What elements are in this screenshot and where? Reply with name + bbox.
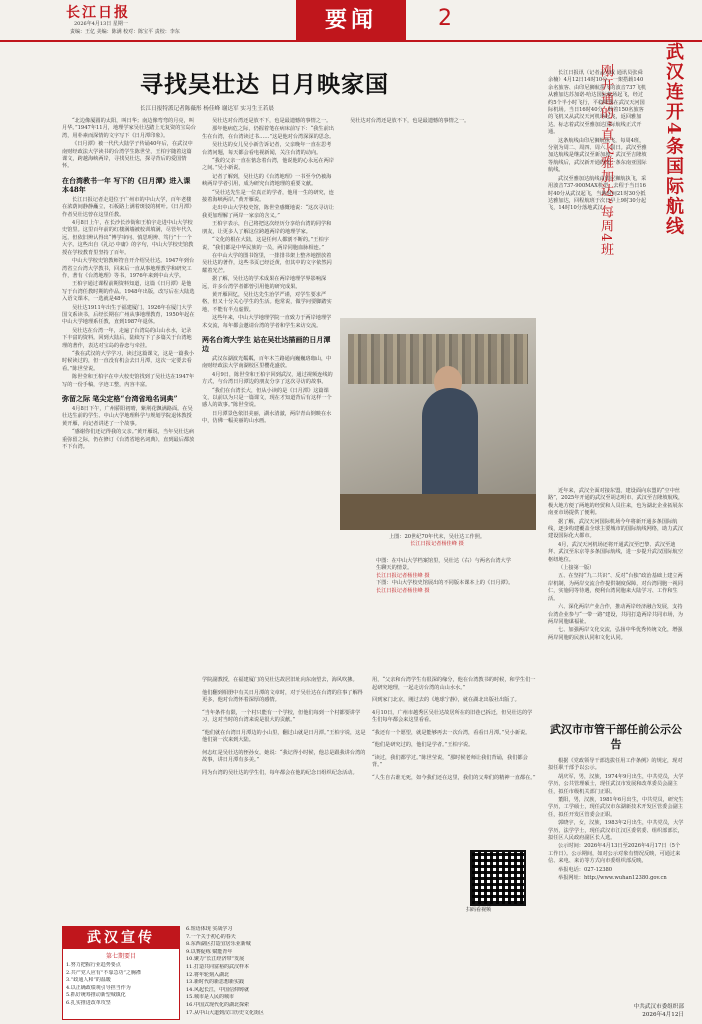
paragraph: “他们是研究过的，他们是学者。”王柏宇说。 xyxy=(372,742,474,749)
paragraph: 在中山大学的图书馆里，一排排书架上整齐地摆放着吴壮达的著作，这些书页已经泛黄，但其中的文字依然闪耀着光芒。 xyxy=(202,252,332,274)
photo-caption xyxy=(362,534,512,549)
side-article-body-continued xyxy=(548,488,684,643)
main-article-bottom-left xyxy=(202,672,366,788)
toc-item[interactable]: 6.扎实推进改革攻坚 xyxy=(66,999,111,1006)
caption-line: 上图：20世纪70年代末，吴壮达工作照。 xyxy=(388,534,486,540)
main-article-column-1 xyxy=(62,118,196,452)
toc-item[interactable]: 16.中国式现代化的湖北探索 xyxy=(186,1001,249,1008)
footer-toc-right xyxy=(186,926,536,1017)
caption-line: 下图：中山大学校史馆展出的不同版本课本上的《日月潭》。 xyxy=(376,580,514,587)
photo-credit: 长江日报记者杨佳峰 摄 xyxy=(376,572,430,579)
paragraph: “我的父亲一直在惦念着台湾，他说他的心永远在两岸之间。”吴小新说。 xyxy=(202,158,334,172)
paragraph: 日月潭景色依旧美丽，湖水清澈，两岸青山倒映在水中，仿佛一幅美丽的山水画。 xyxy=(202,410,332,425)
main-headline: 寻找吴壮达 日月映家国 xyxy=(140,71,390,98)
paragraph: 郭晓宇，女，汉族，1983年2月出生，中共党员，大学学历，法学学士，现任武汉市江汉区委常委、组织部部长，拟任区人民政府副区长人选。 xyxy=(548,820,684,842)
paragraph: 黄开雁回忆，吴壮达先生治学严谨，对学生要求严格，但又十分关心学生的生活。他常说，做学问要脚踏实地，不能有半点虚假。 xyxy=(202,291,332,313)
toc-item[interactable]: 15.城市是人民的城市 xyxy=(186,994,234,1001)
paragraph: 吴壮达对台湾还是放不下，也是最遗憾的事情之一。 xyxy=(212,118,332,124)
toc-item[interactable]: 8.东西湖区打造宜居乐业新城 xyxy=(186,941,251,948)
main-article-column-2 xyxy=(202,118,336,427)
notice-body xyxy=(548,758,684,884)
paragraph: 吴壮达1911年出生于福建厦门，1926年在厦门大学国文系读书，后经长期在广州从事地理教育，1950年起在中山大学地理系任教，直到1987年退休。 xyxy=(62,304,195,326)
toc-item[interactable]: 9.以赛促练 赋能青年 xyxy=(186,948,233,955)
paragraph: 根据《党政领导干部选拔任用工作条例》的规定，现对拟任职干部予以公示。 xyxy=(548,758,683,772)
qr-code-icon[interactable] xyxy=(470,850,526,906)
main-photo xyxy=(340,318,536,530)
desk-graphic xyxy=(340,494,536,530)
paragraph: “我还有一个愿望，就是能够再去一次台湾，看看日月潭。”吴小新说。 xyxy=(372,729,531,736)
paragraph: 吴壮达在台湾一年，走遍了台湾岛的山山水水，记录下丰富的资料。回到大陆后，陆续写下了多篇关于台湾地理的著作，表达对宝岛的眷恋与牵挂。 xyxy=(62,327,192,349)
paragraph: 吴壮达的女儿吴小新告诉记者，父亲晚年一直在思考台湾问题，每天都会看电视新闻，关注台湾的动向。 xyxy=(202,142,332,156)
paragraph: 他们翻到相册中有关日月潭的文章时，对于吴壮达在台湾的往事了解得更多，他对台湾怀着深厚的感情。 xyxy=(202,689,363,704)
section-title: 要闻 xyxy=(296,0,406,40)
paragraph: 陈世莹和王柏宇在中大校史馆找到了吴壮达在1947年写的一份手稿，字迹工整，内容丰富。 xyxy=(62,374,195,388)
continued-label: （上接第一版） xyxy=(558,565,595,572)
paragraph: 董阳，男，汉族，1981年6月出生，中共党员，研究生学历，工学硕士，现任武汉市东湖新技术开发区管委会副主任，拟任开发区管委会正职。 xyxy=(548,797,684,818)
caption-line: 中图：在中山大学档案馆里，吴壮达（右）与两名台湾大学生聊天的情景。 xyxy=(376,558,511,572)
main-byline: 长江日报特派记者陈薇彤 杨佳峰 谢达军 实习生王若晨 xyxy=(140,106,274,112)
issue-date: 2026年4月13日 星期一 xyxy=(74,21,128,27)
small-caption-block xyxy=(376,558,516,668)
toc-item[interactable]: 14.风起长江，中国信仰铸就 xyxy=(186,986,249,993)
paragraph: “吴壮达先生是一位真正的学者，他用一生的研究，连接着海峡两岸。”黄开雁说。 xyxy=(202,189,334,204)
paragraph: 王柏宇通过课程前期资料知道，这篇《日月潭》是他写于台湾任教时期的作品。1948年出版，改写后在大陆选入语文课本，一选就是48年。 xyxy=(62,281,195,303)
toc-item[interactable]: 17.从中山大道到汉口历史文化街区 xyxy=(186,1009,264,1016)
toc-item[interactable]: 2.共产党人应有“不靠急功”之胸襟 xyxy=(66,969,141,976)
paragraph: “北边像厦圆的太阳，叫日华；南边像弯弯的月亮，叫月华。”1947年11月，地理学家吴壮达踏上无复资的宝岛台湾，用朴素而深情的文字写下《日月潭印象》。 xyxy=(62,118,196,139)
footer-edition: 第七期要目 xyxy=(105,953,136,960)
paragraph: “我们在台湾长大，但从小读的是《日月潭》这篇课文，以前以为只是一篇课文，现在才知道背后有这样一个感人的故事。”陈世莹说。 xyxy=(202,387,332,409)
main-article-bottom-right xyxy=(372,672,536,788)
page-header xyxy=(0,0,702,40)
subheading: 弥留之际 笔尖定格“台湾省地名词典” xyxy=(62,394,178,403)
editors-line: 责编：王亿 美编：陈满 校对：陈宝平 责校：李东 xyxy=(70,29,180,35)
paragraph: 长江日报记者走进位于广州市的中山大学，百年老楼在浓荫间静静矗立，石板路上满着斑驳的树叶。《日月潭》作者吴壮达曾在这里任教。 xyxy=(62,196,195,218)
notice-title: 武汉市市管干部任前公示公告 xyxy=(550,723,682,751)
paragraph: 用，“父亲和台湾学生有很深的缘分，他在台湾教书的时候，和学生们一起研究地理，一起走访台湾的山山水水。” xyxy=(372,677,536,691)
paragraph: 中山大学校史馆教师符自开介绍吴壮达。1947年到台湾省立台湾大学教书，回来后一直从事地理教学和研究工作，著有《台湾地理》等书，1976年来到中山大学。 xyxy=(62,258,195,279)
paragraph: “我在武汉的大学学习，读过这篇课文，这是一篇我小时候读过的，但一直没有机会去日月潭，这次一定要去看看。”陈世莹说。 xyxy=(62,350,194,372)
side-article-body xyxy=(548,70,648,214)
report-phone: 举报电话：027-12380 xyxy=(558,866,613,873)
paragraph: 王柏宇表示，自己将把这次经历分享给台湾的同学和朋友，让更多人了解这位跨越两岸的地理学家。 xyxy=(202,221,332,235)
notice-signature xyxy=(600,1002,684,1018)
footer-brand: 武汉宣传 xyxy=(63,927,179,949)
paragraph: 4月9日，陈世莹和王柏宇回到武汉，通过视频连线的方式，与台湾日月潭边的朋友分享了这次寻访的故事。 xyxy=(202,371,333,386)
paragraph: 学院副教授，在福建厦门的吴壮达故居旧址向东南望去，海风吹拂。 xyxy=(202,677,358,684)
main-article-bottom xyxy=(202,672,536,788)
paragraph: 4月8日上午，在长沙长沙街和王柏宇走进中山大学校史馆里。这里百年前的红楼满墙被校训填满，尽管年代久远，但依旧辨认得出“博学审问、慎思明辨、笃行”十一个大字。这些出自《礼记·中庸》的字句，中山大学校史馆教授在学校教育里坚持了百年。 xyxy=(62,220,194,256)
toc-item[interactable]: 5.抓好统筹推动新型城镇化 xyxy=(66,992,126,999)
toc-item[interactable]: 7.一个关于初心的春天 xyxy=(186,933,236,940)
qr-caption: 扫码看视频 xyxy=(466,907,492,913)
paragraph: 回到家门北京，刚过去的《地球宁静》，就在湖北出版社出版了。 xyxy=(372,697,520,704)
paragraph: 记者了解到，吴壮达的《台湾地理》一书至今仍被海峡两岸学者引用，成为研究台湾地理的重要文献。 xyxy=(202,173,332,188)
paragraph: 胡庆军，男，汉族，1974年9月出生，中共党员，大学学历，公共管理硕士，现任武汉市发展和改革委员会副主任，拟任市级机关部门正职。 xyxy=(548,773,684,795)
toc-item[interactable]: 4.以正确政绩观引导担当作为 xyxy=(66,984,131,991)
page-number: 2 xyxy=(438,6,452,31)
photo-credit: 长江日报记者杨佳峰 摄 xyxy=(376,587,430,594)
paragraph: “感谢你们还记得我的父亲。”黄开雁说，当年吴壮达病重弥留之际，仍在修订《台湾省地名词典》，直到最后都放不下台湾。 xyxy=(62,429,195,451)
footer-toc-left xyxy=(63,962,179,1008)
signing-organization: 中共武汉市委组织部 xyxy=(633,1004,684,1010)
paragraph: 同为台湾的吴壮达的学生们，每年都会在他的纪念日组织纪念活动。 xyxy=(202,769,358,776)
paragraph: 《日月潭》被一代代大陆学子传诵40年后，在武汉中南财经政法大学读书的台湾学生陈世莹，王柏宇随着这篇课文，跨越海峡两岸，寻找吴壮达，探寻背后的爱国情怀。 xyxy=(62,141,193,170)
paragraph: 走出中山大学校史馆，陈世莹感慨地说：“这次寻访让我更加理解了两岸一家亲的含义。” xyxy=(202,205,334,219)
paragraph: 这条航线由印尼狮航执飞，每周4班，分别为周二、周四、周六、周日。武汉至雅加达航线是继武汉至新加坡、武汉至吉隆坡等航线后，武汉新开通的又一条东南亚国际航线。 xyxy=(548,137,647,174)
paragraph: 近年来，武汉全面对接东盟，建设面向东盟的“空中丝路”，2025年开通的武汉至胡志明市、武汉至吉隆坡航线，极大地方便了两地的经贸和人员往来，也为湖北企业拓展东南亚市场提供了便利。 xyxy=(548,488,684,517)
main-article-column-3 xyxy=(340,118,536,126)
subheading: 在台湾教书一年 写下的《日月潭》进入课本48年 xyxy=(62,175,191,194)
paragraph: 这些年来，中山大学地理学院一直致力于两岸地理学术交流，每年都会邀请台湾的学者和学生来访交流。 xyxy=(202,315,332,329)
paragraph: “读过，我们都学过。”陈世莹说，“那时候老师让我们背诵，我们都会背。” xyxy=(372,754,528,769)
paragraph: “人生自古谁无死，如今我们还在这里，我们的父辈们的精神一直都在。” xyxy=(372,774,536,781)
paragraph: 4月8日下午，广州骄阳初晴，紫荆花飘满路面。在吴壮达生前的学生、中山大学地理科学与规划学院退休教授黄开雁，向记者讲述了一个故事。 xyxy=(62,406,193,427)
subheading: 两名台湾大学生 站在吴壮达描画的日月潭边 xyxy=(202,334,331,353)
paragraph: 据了解，武汉天河国际机场今年将新开通多条国际航线，逐步构建覆盖全球主要城市的国际航线网络，助力武汉建设国际化大都市。 xyxy=(548,518,683,540)
paragraph: 武汉至雅加达航线由印尼狮航执飞，采用波音737-900MAX机型，去程于当日16时40分从武汉起飞，当地时间21时30分抵达雅加达，回程航班于次日早上9时30分起飞，14时10分落地武汉。 xyxy=(548,175,647,212)
paragraph: “他们就在台湾日月潭边的小山里，翻过山就是日月潭。”王柏宇说，这是他们第一次来到大陆。 xyxy=(202,729,366,744)
toc-item[interactable]: 1.努力把握行业趋势要点 xyxy=(66,962,121,968)
newspaper-logo: 长江日报 xyxy=(66,5,130,21)
paragraph: “文化的根在大陆，这是任何人都割不断的。”王柏宇说，“我们都是中华民族的一员，两岸同胞血脉相连。” xyxy=(202,237,329,251)
toc-item[interactable]: 10.聚力“长江经济带”发展 xyxy=(186,956,245,963)
toc-item[interactable]: 6.短语体现 实战学习 xyxy=(186,926,233,932)
paragraph: 4月，武汉天河机场还将开通武汉至巴黎、武汉至迪拜、武汉至东京等多条国际航线，进一步提升武汉国际航空枢纽地位。 xyxy=(548,541,683,563)
toc-item[interactable]: 12.将年轮刻入湖北 xyxy=(186,971,229,978)
paragraph: 公示时间：2026年4月13日至2026年4月17日（5个工作日）。公示期间，如对公示对象有情况反映，可通过来信、来电、来访等方式向市委组织部反映。 xyxy=(548,843,681,865)
footer-promo-box xyxy=(62,926,180,1020)
paragraph: “当年条件有限，一个村只能有一个学校，但他们每到一个村都要讲学习，这对当时的台湾来说是很大的贡献。” xyxy=(202,709,361,724)
paragraph: 何志红是吴壮达的侄孙女，她说：“我记得小时候，他总是跟我讲台湾的故事，讲日月潭有多美。” xyxy=(202,749,366,764)
toc-item[interactable]: 13.新时代的新思想新实践 xyxy=(186,979,244,986)
paragraph: 七、加强两岸文化交流，弘扬中华优秀传统文化，增强两岸同胞的民族认同和文化认同。 xyxy=(548,627,683,641)
paragraph: 五、在坚持“九二共识”、反对“台独”政治基础上建立两岸机制，为两岸交流合作提供制度保障，对台湾同胞一视同仁，实施同等待遇，便利台湾同胞来大陆学习、工作和生活。 xyxy=(548,573,683,602)
paragraph: 据了解，吴壮达的学术成果在两岸地理学界影响深远，许多台湾学者都曾引用他的研究成果。 xyxy=(202,276,327,290)
paragraph: 武汉东湖波光粼粼，百年木兰路通向巍巍珞珈山，中南财经政法大学南湖校区里樱花盛放。 xyxy=(202,355,332,370)
paragraph: 4月10日，广州市越秀区吴壮达故居所在的旧巷已拆迁，但吴壮达的学生们每年都会来这里看看。 xyxy=(372,709,533,724)
signing-date: 2026年4月12日 xyxy=(642,1012,684,1018)
side-article-subtitle: 刚开通的“直飞雅加达”每周4班 xyxy=(598,64,613,257)
toc-item[interactable]: 11.打造共同富裕的武汉样本 xyxy=(186,963,249,970)
person-graphic xyxy=(422,388,478,508)
paragraph: 吴壮达对台湾还是放不下，也是最遗憾的事情之一。 xyxy=(350,118,470,124)
toc-item[interactable]: 3.“政通人和”的温暖 xyxy=(66,977,111,984)
header-rule xyxy=(0,40,702,42)
paragraph: 那年他病危之际，仍握着笔在病床前写下：“我生前出生在台湾，在台湾读过书……”这是他对台湾深深的思念。 xyxy=(202,126,335,140)
paragraph: 长江日报讯（记者孟大成 通讯员张舜 余楠）4月12日14时10分，一架搭载140余名旅客、由印尼狮航执飞的波音737飞机从雅加达苏加诺-哈达国际机场起飞，经过约5个半小时飞行，平稳降落在武汉天河国际机场。当日16时40分，载着150名旅客的飞机又从武汉天河机场起飞，返回雅加达。标志着武汉至雅加达国际航线正式开通。 xyxy=(548,70,647,136)
photo-credit: 长江日报记者杨佳峰 摄 xyxy=(410,541,464,548)
paragraph: 六、深化两岸产业合作，推动两岸经济融合发展，支持台湾企业参与“一带一路”建设，共同打造两岸共同市场，为两岸同胞谋福祉。 xyxy=(548,604,683,625)
report-url[interactable]: 举报网址：http://www.wuhan12380.gov.cn xyxy=(558,875,667,882)
side-article-title: 武汉连开4条国际航线 xyxy=(663,42,684,237)
